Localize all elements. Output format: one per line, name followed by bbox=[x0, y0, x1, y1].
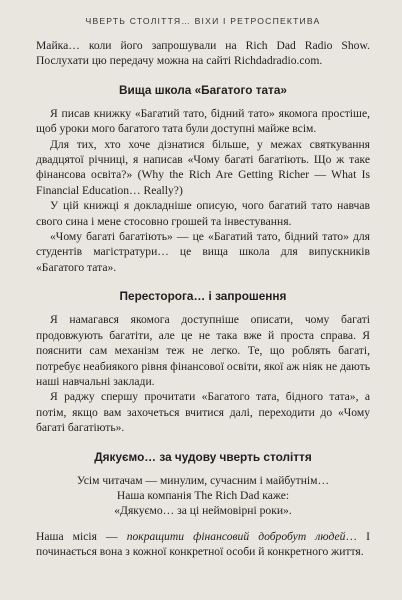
running-head: ЧВЕРТЬ СТОЛІТТЯ… ВІХИ І РЕТРОСПЕКТИВА bbox=[85, 16, 321, 26]
section-heading-warning: Пересторога… і запрошення bbox=[119, 289, 287, 304]
paragraph: Для тих, хто хоче дізнатися більше, у межах святкування двадцятої річниці, я написав «Чому багаті багатіють. Що ж таке фінансова освіта?» (Why the Rich Are Getting Richer — What Is Financial Education… Really?) bbox=[36, 137, 370, 197]
paragraph: Я раджу спершу прочитати «Багатого тата, бідного тата», а потім, якщо вам захочеться вчитися далі, переходити до «Чому багаті багатіють». bbox=[36, 390, 370, 435]
paragraph: «Чому багаті багатіють» — це «Багатий тато, бідний тато» для студентів магістратури… це вища школа для випускників «Багатого тата». bbox=[36, 230, 370, 274]
mission-emphasis: покращити фінансовий добробут людей bbox=[126, 529, 346, 543]
thanks-line: Усім читачам — минулим, сучасним і майбутнім… bbox=[76, 473, 330, 487]
thanks-line: Наша компанія The Rich Dad каже: bbox=[116, 488, 290, 502]
mission-paragraph bbox=[36, 529, 370, 560]
paragraph: У цій книжці я докладніше описую, чого багатий тато навчав свого сина і мене стосовно грошей та інвестування. bbox=[36, 199, 370, 228]
section-heading-thanks: Дякуємо… за чудову чверть століття bbox=[94, 449, 312, 464]
paragraph: Я писав книжку «Багатий тато, бідний тато» якомога простіше, щоб уроки мого багатого тата були доступні майже всім. bbox=[36, 106, 370, 136]
mission-tail: … І починається вона з кожної конкретної особи й конкретного життя. bbox=[36, 529, 370, 559]
thanks-line: «Дякуємо… за ці неймовірні роки». bbox=[114, 504, 292, 518]
intro-paragraph: Майка… коли його запрошували на Rich Dad Radio Show. Послухати цю передачу можна на сайті Richdadradio.com. bbox=[36, 39, 370, 68]
section-heading-higher-school: Вища школа «Багатого тата» bbox=[119, 82, 287, 97]
paragraph: Я намагався якомога доступніше описати, чому багаті продовжують багатіти, але це не така вже й проста справа. Я пояснити сам механізм теж не легко. Те, що роблять багаті, потребує неабиякого рівня фінансової освіти, якої аж ніяк не дають наші навчальні заклади. bbox=[36, 313, 370, 388]
mission-lead: Наша місія — bbox=[36, 529, 127, 543]
